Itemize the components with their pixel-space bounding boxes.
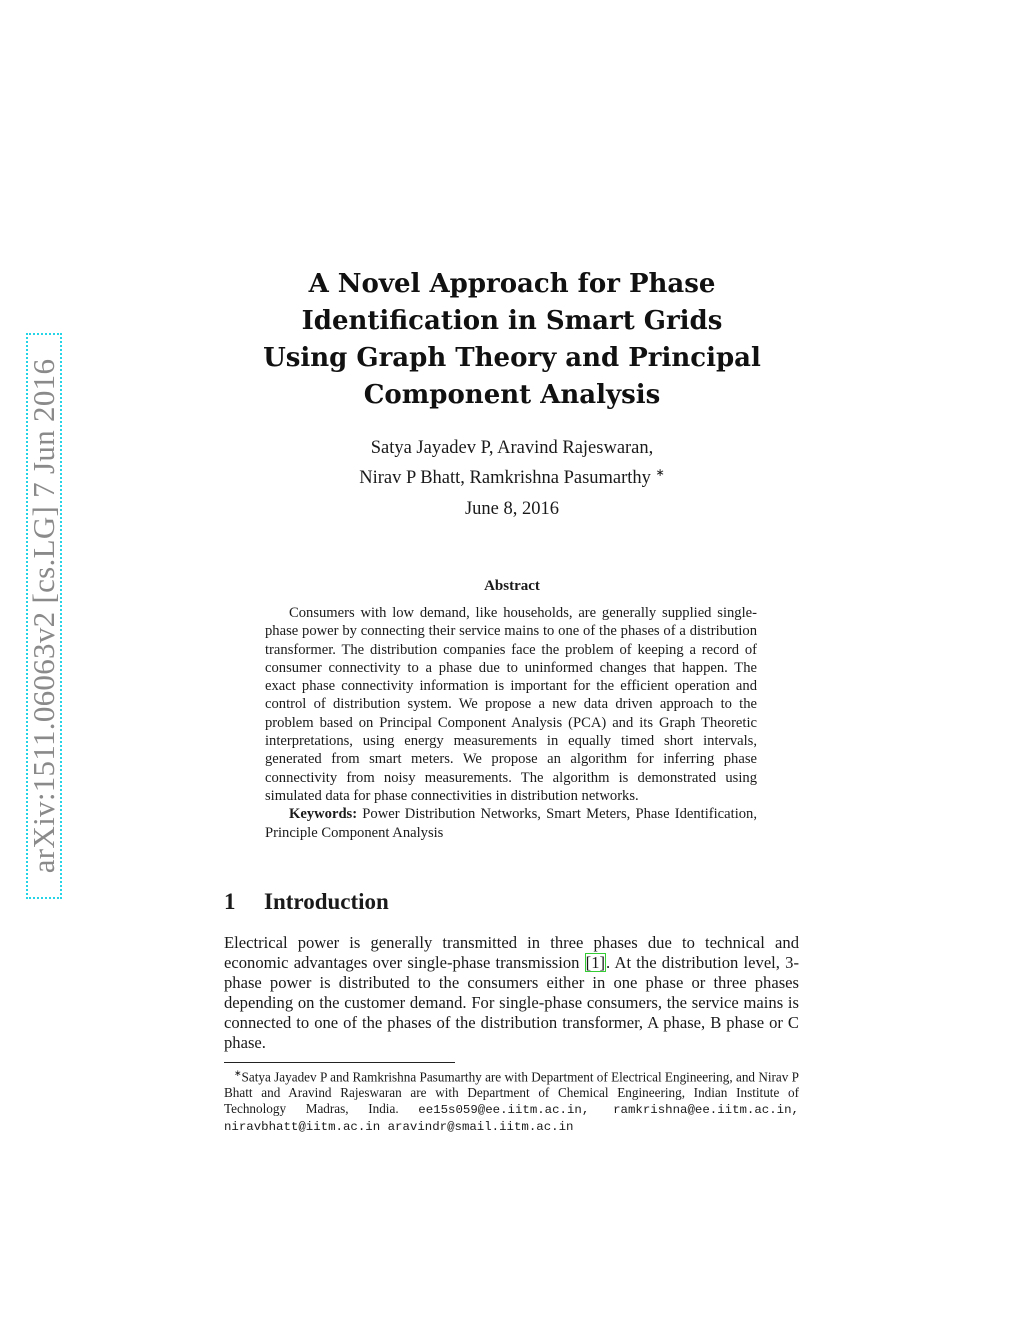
- citation-link[interactable]: [1]: [585, 953, 606, 972]
- title-line: A Novel Approach for Phase: [308, 269, 716, 299]
- title-line: Identification in Smart Grids: [301, 306, 723, 336]
- keywords: [265, 805, 757, 842]
- title-line: Component Analysis: [363, 380, 661, 410]
- introduction-paragraph: [224, 933, 799, 1053]
- author-line: Satya Jayadev P, Aravind Rajeswaran,: [370, 438, 654, 458]
- footnote-marker: ∗: [234, 1068, 242, 1078]
- section-title: Introduction: [264, 889, 389, 914]
- arxiv-identifier-text: arXiv:1511.06063v2 [cs.LG] 7 Jun 2016: [26, 358, 61, 874]
- section-heading-introduction: [224, 889, 389, 915]
- footnote-paragraph: [224, 1066, 799, 1136]
- footnote: [224, 1066, 799, 1136]
- keywords-label: Keywords:: [289, 806, 358, 823]
- author-list: [262, 436, 762, 491]
- section-number: 1: [224, 889, 236, 914]
- footnote-divider: [224, 1062, 455, 1063]
- abstract-text: Consumers with low demand, like households, are generally supplied single-phase power by connecting their service mains to one of the phases of a distribution transformer. The distribution companies face the problem of keeping a record of consumer connectivity to a phase due to uninformed changes that happen. The exact phase connectivity information is important for the efficient operation and control of distribution system. We propose a new data driven approach to the problem based on Principal Component Analysis (PCA) and its Graph Theoretic interpretations, using energy measurements in equally timed short intervals, generated from smart meters. We propose an algorithm for inferring phase connectivity from noisy measurements. The algorithm is demonstrated using simulated data for phase connectivities in distribution networks.: [265, 605, 757, 804]
- abstract-body: [265, 604, 757, 842]
- abstract-heading: Abstract: [484, 578, 540, 594]
- keywords-text: Power Distribution Networks, Smart Meters, Phase Identification, Principle Component Analysis: [265, 806, 757, 841]
- footnote-text: Satya Jayadev P and Ramkrishna Pasumarthy are with Department of Electrical Engineering, and Nirav P Bhatt and Aravind Rajeswaran are with Department of Chemical Engineering, Indian Institute of Technology Madras, India.: [224, 1069, 799, 1116]
- paragraph-text: . At the distribution level, 3-phase power is distributed to the consumers either in one phase or three phases depending on the customer demand. For single-phase consumers, the service mains is connected to one of the phases of the distribution transformer, A phase, B phase or C phase.: [224, 953, 799, 1052]
- author-line: Nirav P Bhatt, Ramkrishna Pasumarthy: [359, 468, 656, 489]
- publication-date: June 8, 2016: [464, 499, 560, 519]
- arxiv-identifier-stamp[interactable]: [26, 333, 62, 899]
- author-emails: ee15s059@ee.iitm.ac.in, ramkrishna@ee.iitm.ac.in, niravbhatt@iitm.ac.in aravindr@smail.iitm.ac.in: [224, 1102, 799, 1135]
- introduction-body: [224, 933, 799, 1053]
- paper-title: [232, 266, 792, 414]
- author-line-2: [262, 461, 762, 491]
- title-line: Using Graph Theory and Principal: [263, 343, 761, 373]
- paragraph-text: Electrical power is generally transmitted in three phases due to technical and economic advantages over single-phase transmission: [224, 933, 799, 972]
- footnote-marker[interactable]: ∗: [655, 467, 665, 479]
